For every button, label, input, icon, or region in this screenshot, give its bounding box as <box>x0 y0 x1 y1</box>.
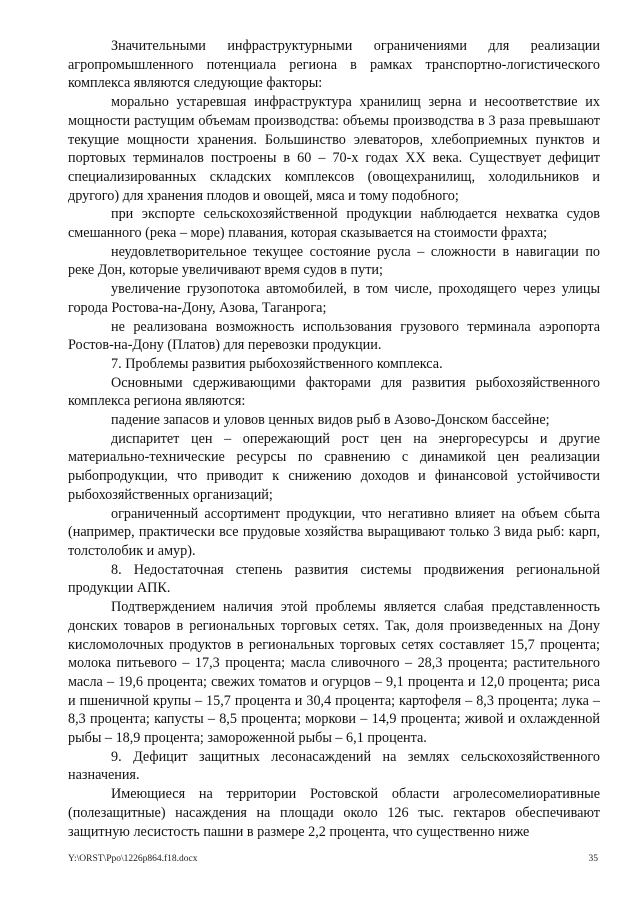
paragraph: Имеющиеся на территории Ростовской области агролесомелиоративные (полезащитные) насаждения на площади около 126 тыс. гектаров обеспечивают защитную лесистость пашни в размере 2,2 процента, что существенно ниже <box>68 786 600 840</box>
page-footer <box>68 854 598 864</box>
paragraph: не реализована возможность использования грузового терминала аэропорта Ростов-на-Дону (Платов) для перевозки продукции. <box>68 318 600 354</box>
paragraph: Значительными инфраструктурными ограничениями для реализации агропромышленного потенциала региона в рамках транспортно-логистического комплекса являются следующие факторы: <box>68 38 600 92</box>
paragraph: падение запасов и уловов ценных видов рыб в Азово-Донском бассейне; <box>111 412 550 429</box>
paragraph: неудовлетворительное текущее состояние русла – сложности в навигации по реке Дон, которые увеличивают время судов в пути; <box>68 243 600 279</box>
paragraph: Подтверждением наличия этой проблемы является слабая представленность донских товаров в региональных торговых сетях. Так, доля произведенных на Дону кисломолочных продуктов в региональных торговых сетях составляет 15,7 процента; молока питьевого – 17,3 процента; масла сливочного – 28,3 процента; растительного масла – 19,6 процента; свежих томатов и огурцов – 9,1 процента и 12,0 процента; риса и пшеничной крупы – 15,7 процента и 30,4 процента; картофеля – 8,3 процента; лука – 8,3 процента; капусты – 8,5 процента; моркови – 14,9 процента; живой и охлажденной рыбы – 18,9 процента; замороженной рыбы – 6,1 процента. <box>68 599 600 747</box>
document-body <box>68 37 600 841</box>
paragraph: морально устаревшая инфраструктура хранилищ зерна и несоответствие их мощности растущим объемам производства: объемы производства в 3 раза превышают текущие мощности хранения. Большинство элеваторов, хлебоприемных пунктов и портовых терминалов построены в 60 – 70-х годах XX века. Существует дефицит специализированных складских комплексов (овощехранилищ, холодильников и другого) для хранения плодов и овощей, мяса и тому подобного; <box>68 94 600 204</box>
paragraph: увеличение грузопотока автомобилей, в том числе, проходящего через улицы города Ростова-на-Дону, Азова, Таганрога; <box>68 281 600 316</box>
paragraph: диспаритет цен – опережающий рост цен на энергоресурсы и другие материально-технические ресурсы по сравнению с динамикой цен реализации рыбопродукции, что приводит к снижению доходов и финансовой устойчивости рыбохозяйственных организаций; <box>68 430 600 503</box>
paragraph: Основными сдерживающими факторами для развития рыбохозяйственного комплекса региона являются: <box>68 374 600 410</box>
section-heading: 7. Проблемы развития рыбохозяйственного комплекса. <box>111 355 443 372</box>
section-heading: 9. Дефицит защитных лесонасаждений на землях сельскохозяйственного назначения. <box>68 748 600 784</box>
section-heading: 8. Недостаточная степень развития системы продвижения региональной продукции АПК. <box>68 561 600 597</box>
file-path-label: Y:\ORST\Ppo\1226p864.f18.docx <box>68 854 198 864</box>
page-number: 35 <box>588 854 598 864</box>
paragraph: ограниченный ассортимент продукции, что негативно влияет на объем сбыта (например, практически все прудовые хозяйства выращивают только 3 вида рыб: карп, толстолобик и амур). <box>68 505 600 559</box>
paragraph: при экспорте сельскохозяйственной продукции наблюдается нехватка судов смешанного (река – море) плавания, которая сказывается на стоимости фрахта; <box>68 206 600 242</box>
